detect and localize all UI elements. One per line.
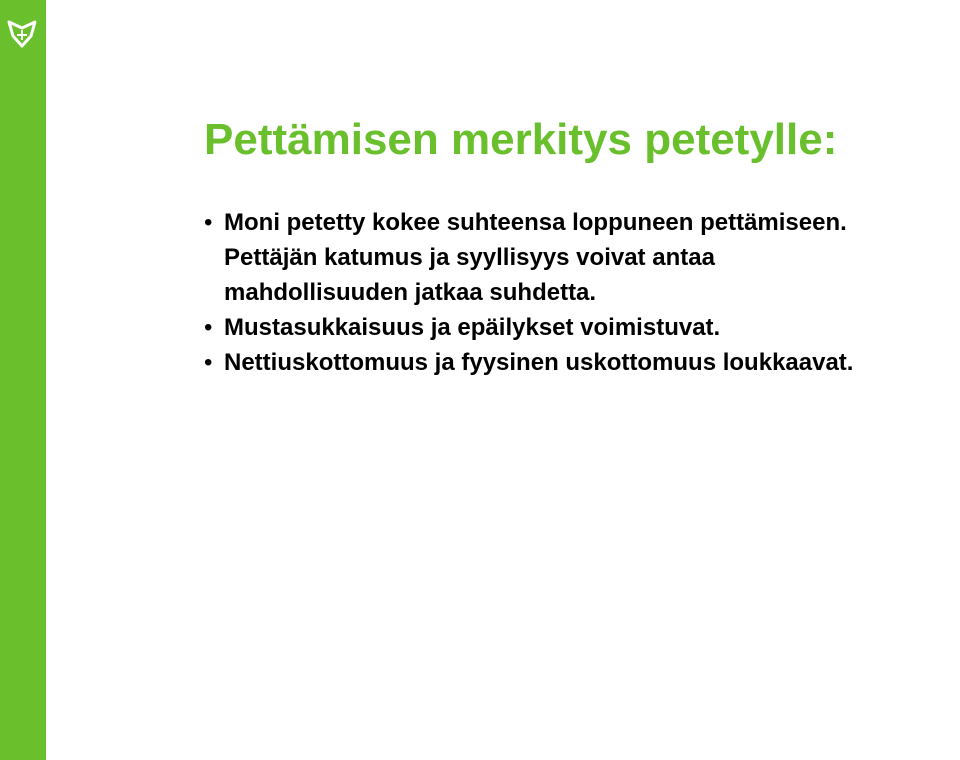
bullet-text-line: Moni petetty kokee suhteensa loppuneen pettämiseen.	[224, 209, 847, 236]
bullet-text-line: Mustasukkaisuus ja epäilykset voimistuvat.	[224, 314, 721, 341]
bullet-item	[204, 205, 956, 310]
bullet-item	[204, 310, 956, 345]
bullet-item	[204, 345, 956, 380]
bullet-marker: •	[204, 314, 213, 341]
bullet-text-line: Pettäjän katumus ja syyllisyys voivat antaa	[224, 244, 715, 271]
slide-title: Pettämisen merkitys petetylle:	[204, 115, 838, 164]
bullet-marker: •	[204, 209, 213, 236]
bullet-text-line: Nettiuskottomuus ja fyysinen uskottomuus loukkaavat.	[224, 349, 854, 376]
bullet-text-line: mahdollisuuden jatkaa suhdetta.	[224, 279, 597, 306]
logo-icon	[5, 16, 39, 50]
bullet-list	[204, 205, 956, 380]
side-accent-bar	[0, 0, 46, 760]
bullet-marker: •	[204, 349, 213, 376]
